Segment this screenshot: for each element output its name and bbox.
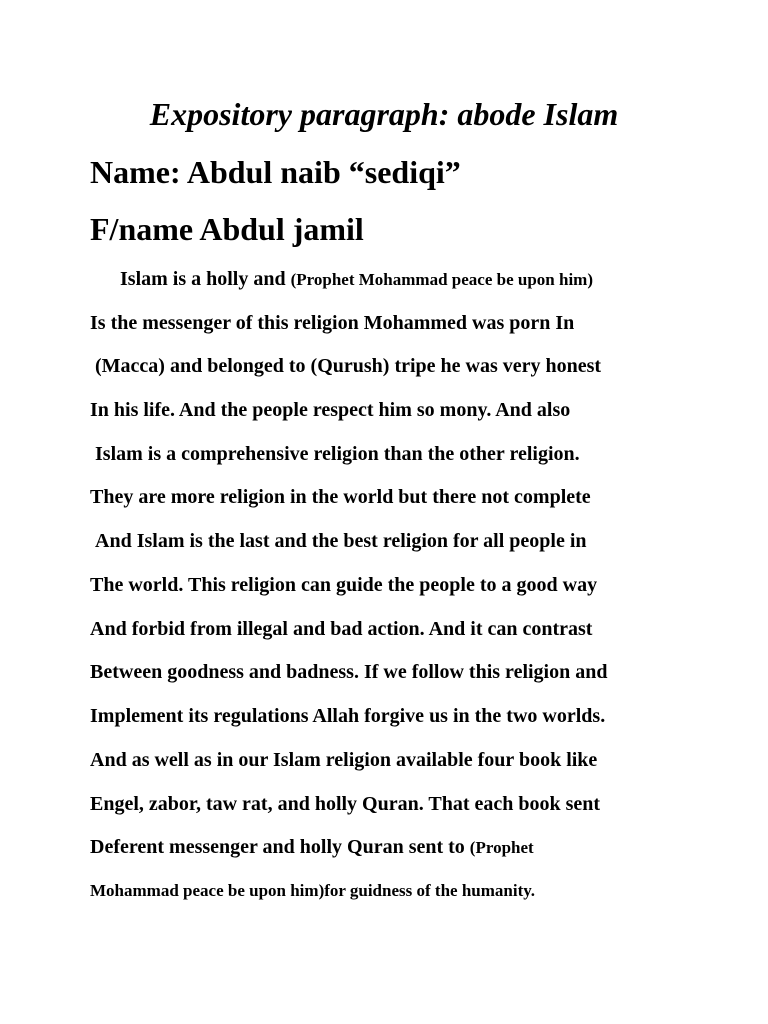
line-text: They are more religion in the world but there not complete	[90, 486, 591, 508]
line-text: Islam is a comprehensive religion than the other religion.	[90, 443, 580, 465]
line-small-text: Mohammad peace be upon him)for guidness of the humanity.	[90, 881, 536, 900]
paragraph-line	[90, 309, 574, 337]
line-text: Islam is a holly and	[90, 268, 291, 290]
document-title: Expository paragraph: abode Islam	[149, 96, 619, 132]
paragraph-line	[90, 615, 592, 643]
paragraph-line	[90, 352, 601, 380]
paragraph-line	[90, 658, 607, 686]
line-text: In his life. And the people respect him so mony. And also	[90, 399, 571, 421]
line-small-text: (Prophet	[469, 838, 534, 857]
line-text: Implement its regulations Allah forgive us in the two worlds.	[90, 705, 606, 727]
paragraph-line	[90, 746, 597, 774]
paragraph-line	[90, 790, 600, 818]
father-name-line: F/name Abdul jamil	[90, 211, 364, 247]
name-line: Name: Abdul naib “sediqi”	[90, 154, 461, 190]
paragraph-line	[90, 483, 591, 511]
line-text: Is the messenger of this religion Mohammed was porn In	[90, 312, 575, 334]
paragraph-line	[90, 396, 570, 424]
line-text: And Islam is the last and the best religion for all people in	[90, 530, 587, 552]
line-text: The world. This religion can guide the people to a good way	[90, 574, 598, 596]
paragraph-line	[90, 702, 605, 730]
paragraph-line	[90, 527, 587, 555]
paragraph-line	[90, 877, 535, 905]
paragraph-line	[90, 571, 597, 599]
line-text: Engel, zabor, taw rat, and holly Quran. That each book sent	[90, 793, 601, 815]
line-text: And forbid from illegal and bad action. And it can contrast	[90, 618, 593, 640]
paragraph-line	[90, 265, 593, 294]
paragraph-line	[90, 833, 534, 862]
line-text: Between goodness and badness. If we follow this religion and	[90, 661, 608, 683]
paragraph-line	[90, 440, 580, 468]
line-text: (Macca) and belonged to (Qurush) tripe he was very honest	[90, 355, 602, 377]
line-text: Deferent messenger and holly Quran sent to	[90, 836, 470, 858]
line-small-text: (Prophet Mohammad peace be upon him)	[290, 270, 593, 289]
line-text: And as well as in our Islam religion available four book like	[90, 749, 598, 771]
